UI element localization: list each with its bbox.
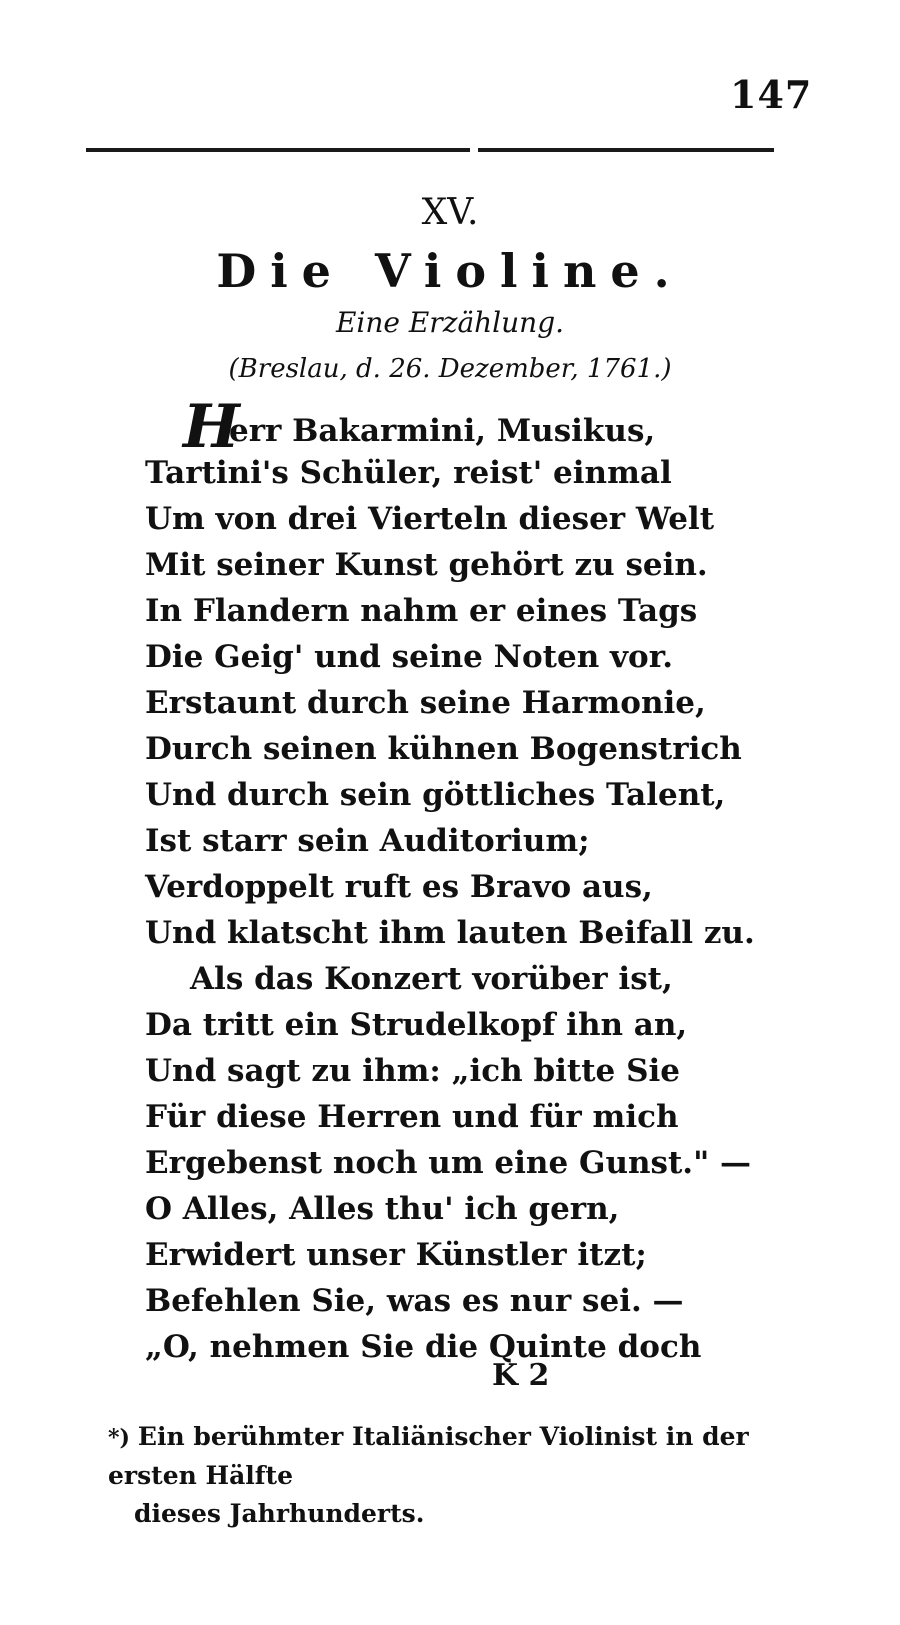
stanza-line: Ergebenst noch um eine Gunst." — [145,1145,752,1181]
stanza-line: Da tritt ein Strudelkopf ihn an, [145,1007,688,1043]
stanza-line: In Flandern nahm er eines Tags [145,593,698,629]
stanza-2 [145,956,785,1370]
stanza-line: Durch seinen kühnen Bogenstrich [145,731,742,767]
stanza-line: O Alles, Alles thu' ich gern, [145,1191,620,1227]
stanza-line: Ist starr sein Auditorium; [145,823,590,859]
drop-cap: H [183,392,240,462]
stanza-line: Und sagt zu ihm: „ich bitte Sie [145,1053,680,1089]
stanza-line: Tartini's Schüler, reist' einmal [145,455,672,491]
poem-subtitle: Eine Erzählung. [335,306,565,339]
stanza-line: Und klatscht ihm lauten Beifall zu. [145,915,755,951]
stanza-line: „O, nehmen Sie die Quinte doch [145,1329,702,1365]
header-rule-left [86,148,470,152]
footnote-line-2: dieses Jahrhunderts. [134,1499,425,1528]
page-number: 147 [730,72,813,117]
stanza-line: Für diese Herren und für mich [145,1099,679,1135]
stanza-line: Mit seiner Kunst gehört zu sein. [145,547,708,583]
footnote-marker: *) [108,1425,130,1451]
stanza-line: Als das Konzert vorüber ist, [190,961,673,997]
stanza-line: Erwidert unser Künstler itzt; [145,1237,647,1273]
chapter-number: XV. [421,192,479,233]
stanza-line: Die Geig' und seine Noten vor. [145,639,674,675]
footnote [108,1418,798,1533]
stanza-line: Um von drei Vierteln dieser Welt [145,501,715,537]
stanza-line [145,392,785,462]
stanza-line: Verdoppelt ruft es Bravo aus, [145,869,653,905]
dateline: (Breslau, d. 26. Dezember, 1761.) [228,354,672,384]
header-rule-right [478,148,774,152]
stanza-line: Erstaunt durch seine Harmonie, [145,685,706,721]
footnote-line-1: Ein berühmter Italiänischer Violinist in der ersten Hälfte [108,1422,749,1490]
stanza-line: Befehlen Sie, was es nur sei. — [145,1283,684,1319]
poem-title: Die Violine. [216,244,684,298]
signature-mark: K 2 [492,1358,550,1393]
first-line-rest: err Bakarmini, Musikus, [229,413,656,449]
stanza-1 [145,392,785,956]
stanza-line: Und durch sein göttliches Talent, [145,777,726,813]
